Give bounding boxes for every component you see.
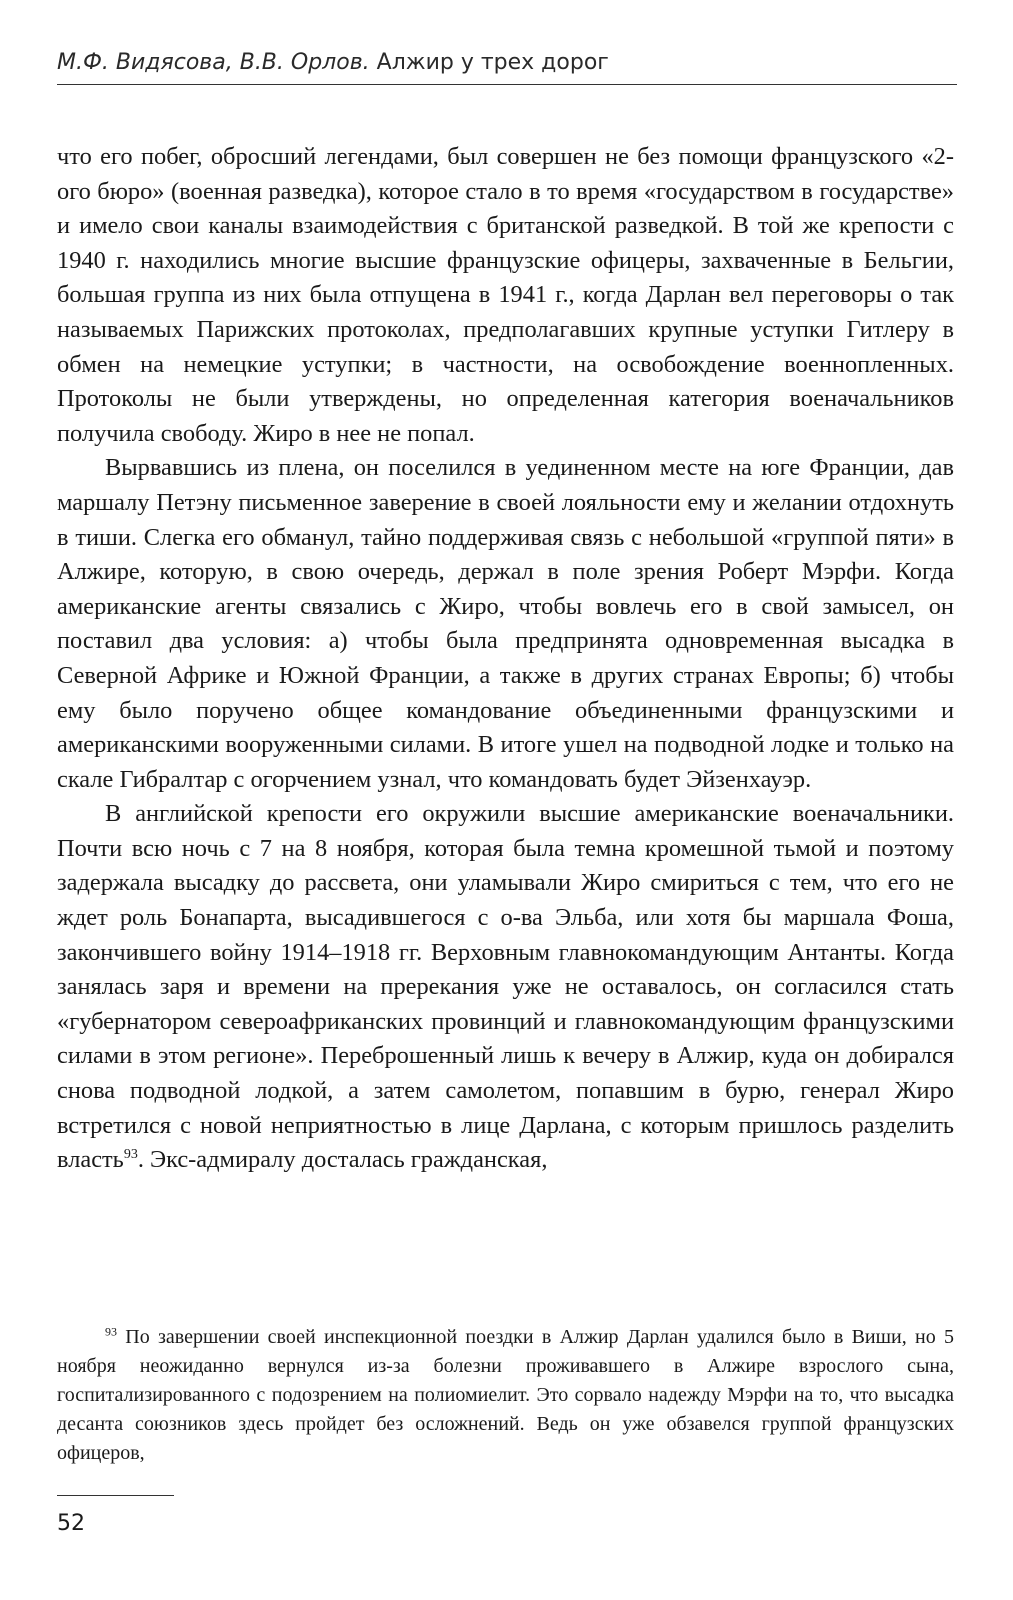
paragraph-3	[57, 797, 954, 1178]
paragraph-2: Вырвавшись из плена, он поселился в уединенном месте на юге Франции, дав маршалу Петэну письменное заверение в своей лояльности ему и желании отдохнуть в тиши. Слегка его обманул, тайно поддерживая связь с небольшой «группой пяти» в Алжире, которую, в свою очередь, держал в поле зрения Роберт Мэрфи. Когда американские агенты связались с Жиро, чтобы вовлечь его в свой замысел, он поставил два условия: а) чтобы была предпринята одновременная высадка в Северной Африке и Южной Франции, а также в других странах Европы; б) чтобы ему было поручено общее командование объединенными французскими и американскими вооруженными силами. В итоге ушел на подводной лодке и только на скале Гибралтар с огорчением узнал, что командовать будет Эйзенхауэр.	[57, 454, 954, 793]
paragraph-1: что его побег, обросший легендами, был совершен не без помощи французского «2-ого бюро» (военная разведка), которое стало в то время «государством в государстве» и имело свои каналы взаимодействия с британской разведкой. В той же крепости с 1940 г. находились многие высшие французские офицеры, захваченные в Бельгии, большая группа из них была отпущена в 1941 г., когда Дарлан вел переговоры о так называемых Парижских протоколах, предполагавших крупные уступки Гитлеру в обмен на немецкие уступки; в частности, на освобождение военнопленных. Протоколы не были утверждены, но определенная категория военачальников получила свободу. Жиро в нее не попал.	[57, 143, 954, 447]
page-number: 52	[57, 1511, 85, 1536]
running-head-title: Алжир у трех дорог	[376, 50, 609, 75]
running-head-authors: М.Ф. Видясова, В.В. Орлов.	[57, 50, 370, 75]
running-head	[57, 48, 957, 78]
footer-rule	[57, 1495, 174, 1496]
paragraph-3-text-end: . Экс-адмиралу досталась гражданская,	[137, 1146, 548, 1174]
footnote-text: По завершении своей инспекционной поездки в Алжир Дарлан удалился было в Виши, но 5 ноября неожиданно вернулся из-за болезни проживавшего в Алжире взрослого сына, госпитализированного с подозрением на полиомиелит. Это сорвало надежду Мэрфи на то, что высадка десанта союзников здесь пройдет без осложнений. Ведь он уже обзавелся группой французских офицеров,	[57, 1326, 954, 1464]
paragraph-3-text: В английской крепости его окружили высшие американские военачальники. Почти всю ночь с 7 на 8 ноября, которая была темна кромешной тьмой и поэтому задержала высадку до рассвета, они уламывали Жиро смириться с тем, что его не ждет роль Бонапарта, высадившегося с о-ва Эльба, или хотя бы маршала Фоша, закончившего войну 1914–1918 гг. Верховным главнокомандующим Антанты. Когда занялась заря и времени на пререкания уже не оставалось, он согласился стать «губернатором североафриканских провинций и главнокомандующим французскими силами в этом регионе». Переброшенный лишь к вечеру в Алжир, куда он добирался снова подводной лодкой, а затем самолетом, попавшим в бурю, генерал Жиро встретился с новой неприятностью в лице Дарлана, с которым пришлось разделить власть	[57, 800, 954, 1174]
footnote-reference[interactable]: 93	[123, 1147, 138, 1163]
header-rule	[57, 84, 957, 85]
footnote-number: 93	[105, 1324, 117, 1339]
footnote	[57, 1323, 954, 1468]
main-text	[57, 140, 954, 1178]
